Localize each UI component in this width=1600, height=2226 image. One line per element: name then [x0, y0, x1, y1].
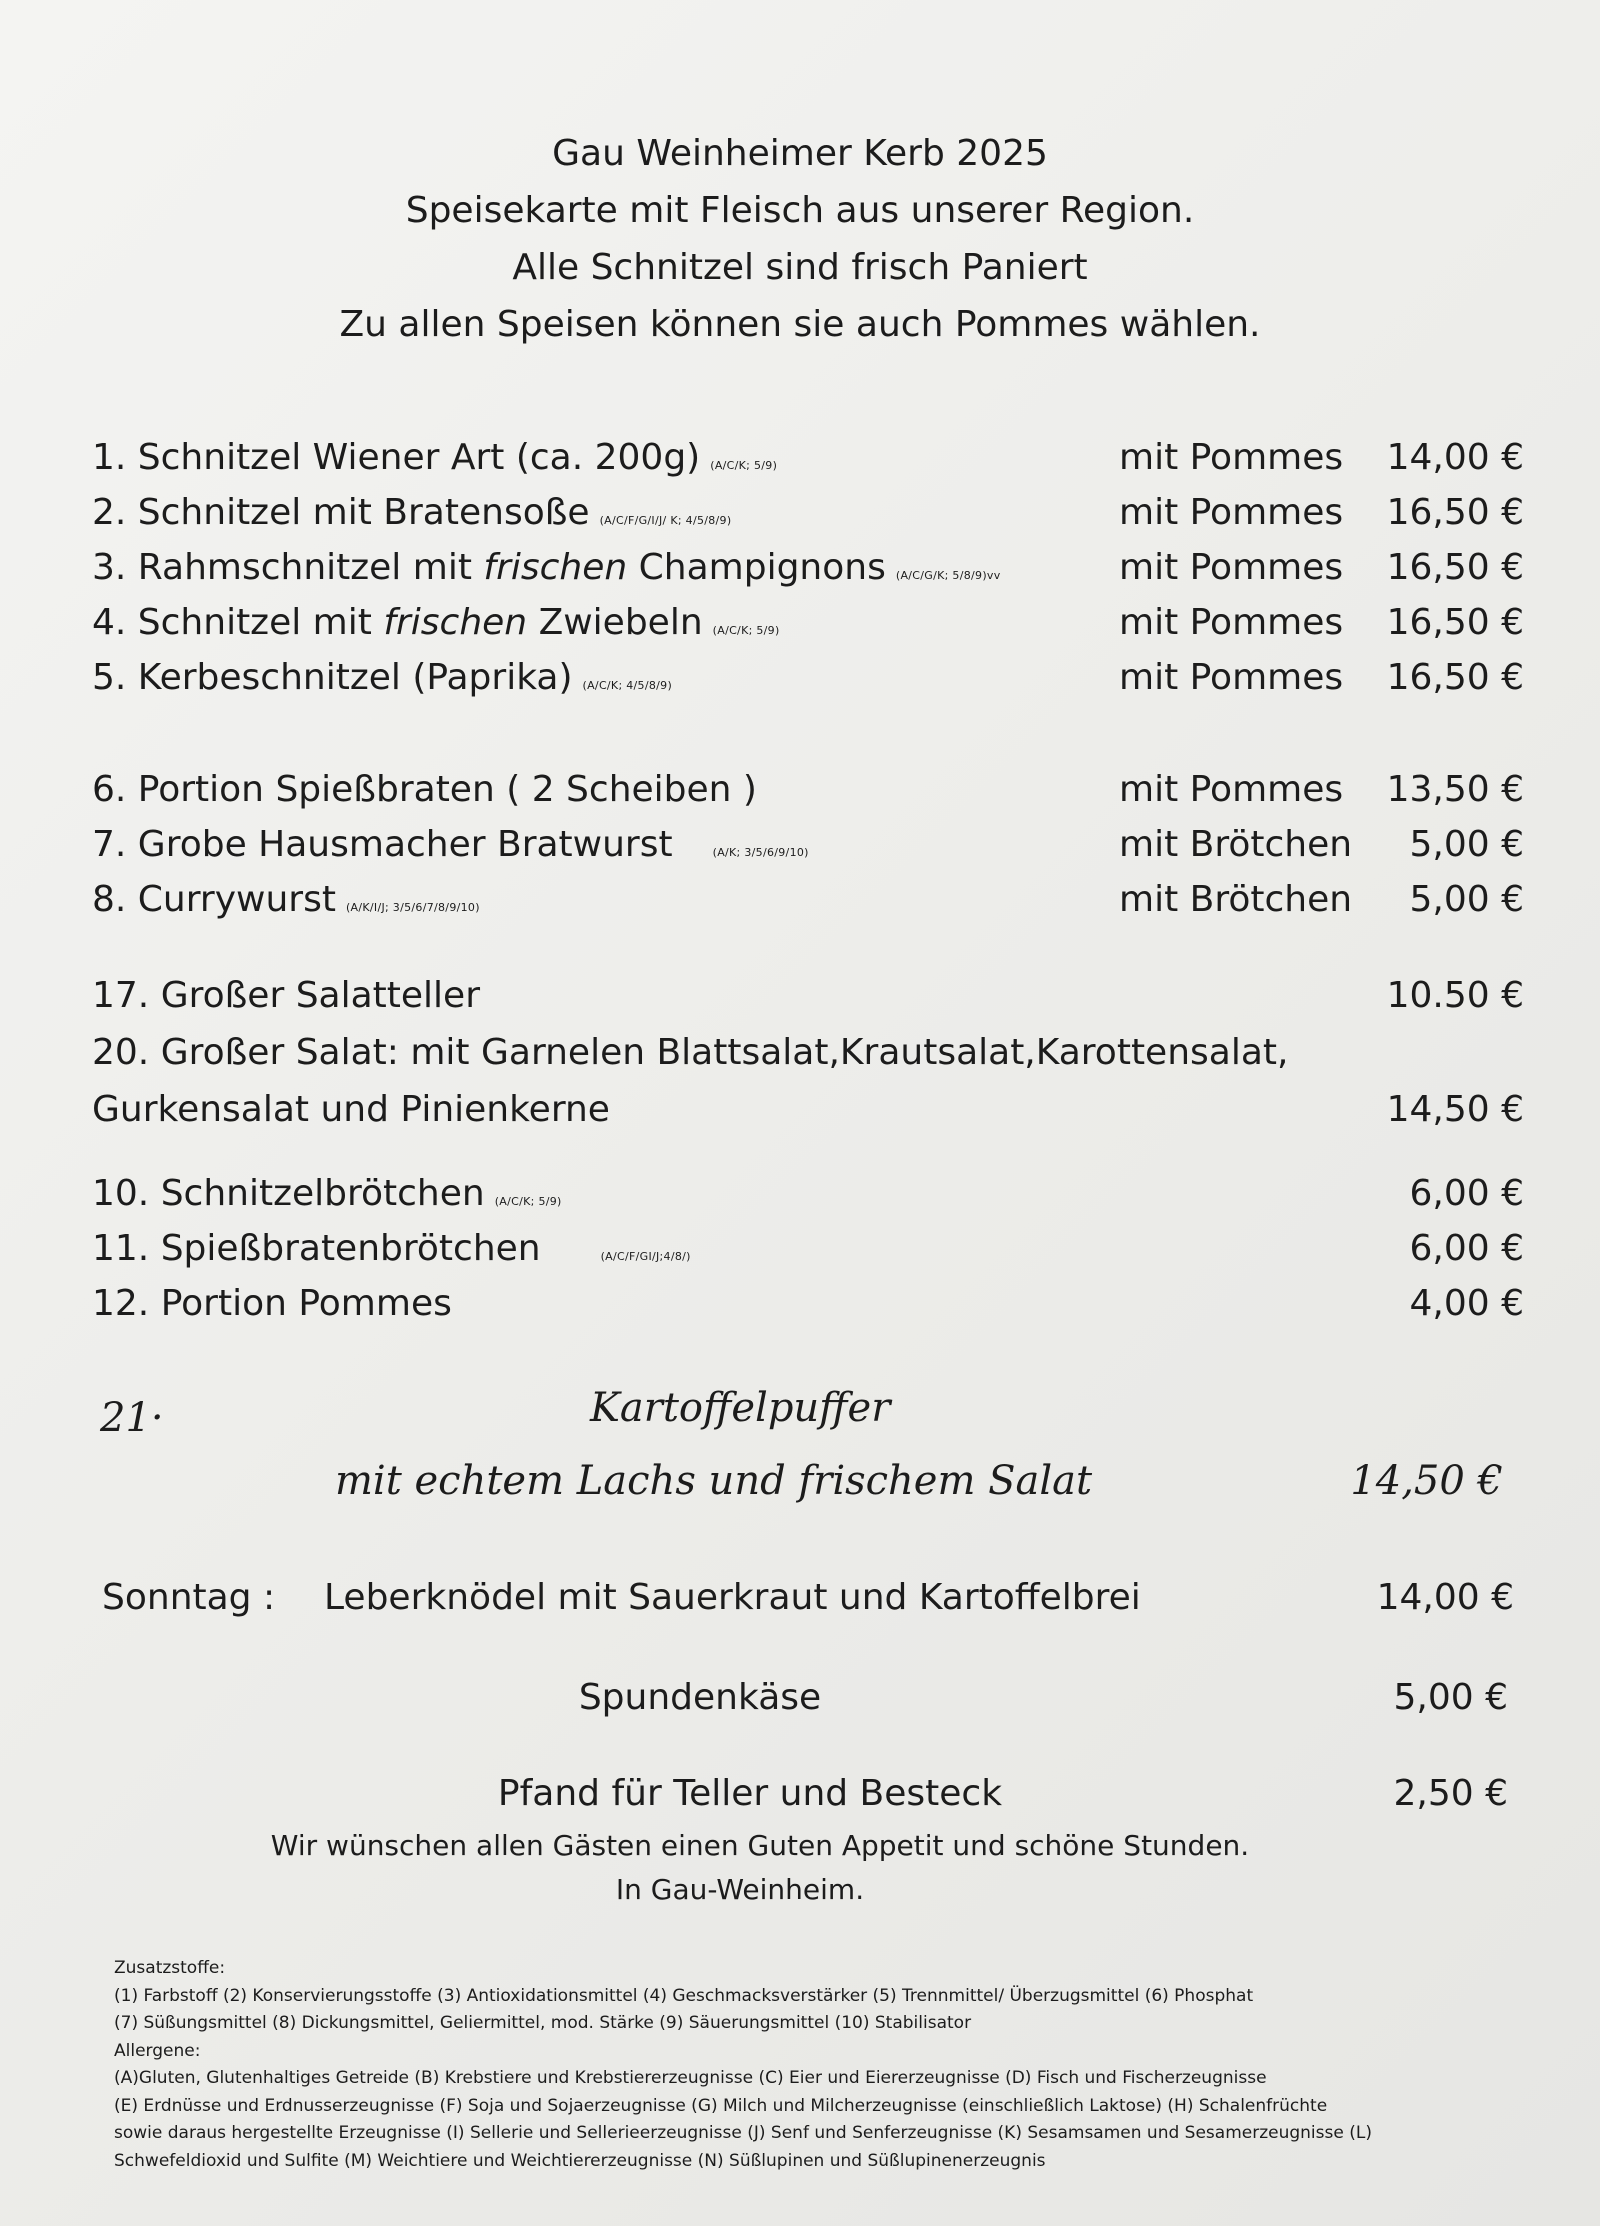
item-name-start: 3. Rahmschnitzel mit [92, 547, 484, 588]
special-number: 21· [100, 1395, 164, 1441]
menu-item [92, 485, 1524, 541]
item-name: 5. Kerbeschnitzel (Paprika) [92, 657, 573, 698]
item-side: mit Pommes [1119, 437, 1344, 478]
item-allergens: (A/C/F/G/I/J/ K; 4/5/8/9) [599, 514, 732, 527]
item-name-end: Champignons [627, 547, 886, 588]
item-name-emphasis: frischen [483, 547, 628, 588]
allergens-line: sowie daraus hergestellte Erzeugnisse (I) Sellerie und Sellerieerzeugnisse (J) Senf und Senferzeugnisse (K) Sesamsamen und Sesamerzeugnisse (L) [114, 2123, 1372, 2143]
item-price: 5,00 € [1409, 824, 1524, 865]
item-name: 11. Spießbratenbrötchen [92, 1228, 541, 1269]
menu-item [92, 430, 1524, 486]
spundenkaese-price: 5,00 € [1393, 1677, 1508, 1718]
menu-item [92, 1276, 1524, 1332]
item-side: mit Pommes [1119, 547, 1344, 588]
item-name-start: 4. Schnitzel mit [92, 602, 384, 643]
pfand-item [92, 1766, 1524, 1822]
item-side: mit Brötchen [1119, 824, 1353, 865]
sunday-item [102, 1570, 1514, 1626]
special-title: Kartoffelpuffer [590, 1385, 891, 1431]
item-allergens: (A/K; 3/5/6/9/10) [712, 846, 809, 859]
spundenkaese-name: Spundenkäse [578, 1677, 822, 1718]
pfand-name: Pfand für Teller und Besteck [497, 1773, 1003, 1814]
item-side: mit Pommes [1119, 657, 1344, 698]
item-price: 10.50 € [1386, 975, 1524, 1016]
item-price: 16,50 € [1386, 657, 1524, 698]
item-name: 10. Schnitzelbrötchen [92, 1173, 485, 1214]
item-name: 1. Schnitzel Wiener Art (ca. 200g) [92, 437, 701, 478]
special-price: 14,50 € [1350, 1458, 1503, 1504]
sunday-dish: Leberknödel mit Sauerkraut und Kartoffelbrei [324, 1577, 1141, 1618]
menu-item [92, 968, 1524, 1024]
sunday-label: Sonntag : [102, 1577, 276, 1618]
item-name: 2. Schnitzel mit Bratensoße [92, 492, 590, 533]
item-allergens: (A/C/K; 5/9) [710, 459, 778, 472]
item-price: 13,50 € [1386, 769, 1524, 810]
item-name: 12. Portion Pommes [92, 1283, 452, 1324]
allergens-line: (A)Gluten, Glutenhaltiges Getreide (B) Krebstiere und Krebstiererzeugnisse (C) Eier und Eiererzeugnisse (D) Fisch und Fischerzeugnisse [114, 2068, 1267, 2088]
item-price: 6,00 € [1409, 1173, 1524, 1214]
menu-item [92, 872, 1524, 928]
item-allergens: (A/C/F/GI/J;4/8/) [600, 1250, 691, 1263]
item-side: mit Pommes [1119, 769, 1344, 810]
item-name-emphasis: frischen [383, 602, 528, 643]
spundenkaese-item [92, 1670, 1524, 1726]
menu-item [92, 1025, 1524, 1081]
item-name: 8. Currywurst [92, 879, 336, 920]
menu-header [0, 125, 1600, 353]
item-allergens: (A/C/G/K; 5/8/9)vv [895, 569, 1001, 582]
additives-line: (1) Farbstoff (2) Konservierungsstoffe (3) Antioxidationsmittel (4) Geschmacksverstärker (5) Trennmittel/ Überzugsmittel (6) Phosphat [114, 1985, 1254, 2006]
menu-item [92, 1166, 1524, 1222]
item-allergens: (A/C/K; 5/9) [494, 1195, 562, 1208]
item-price: 6,00 € [1409, 1228, 1524, 1269]
header-note-fries: Zu allen Speisen können sie auch Pommes wählen. [339, 304, 1261, 345]
sunday-price: 14,00 € [1376, 1577, 1514, 1618]
allergens-line: (E) Erdnüsse und Erdnusserzeugnisse (F) Soja und Sojaerzeugnisse (G) Milch und Milcherzeugnisse (einschließlich Laktose) (H) Schalenfrüchte [114, 2095, 1328, 2116]
menu-item [92, 817, 1524, 873]
menu-item [92, 650, 1524, 706]
item-price: 14,50 € [1386, 1089, 1524, 1130]
closing-wishes: Wir wünschen allen Gästen einen Guten Appetit und schöne Stunden. [270, 1829, 1250, 1862]
allergens-title: Allergene: [114, 2040, 201, 2061]
item-price: 16,50 € [1386, 547, 1524, 588]
item-name: 7. Grobe Hausmacher Bratwurst [92, 824, 673, 865]
header-subtitle: Speisekarte mit Fleisch aus unserer Region. [405, 190, 1195, 231]
event-title: Gau Weinheimer Kerb 2025 [552, 133, 1048, 174]
item-allergens: (A/K/I/J; 3/5/6/7/8/9/10) [345, 901, 480, 914]
item-price: 5,00 € [1409, 879, 1524, 920]
menu-item [92, 762, 1524, 818]
item-allergens: (A/C/K; 5/9) [712, 624, 780, 637]
item-allergens: (A/C/K; 4/5/8/9) [582, 679, 673, 692]
menu-item-continued [92, 1082, 1524, 1138]
item-price: 14,00 € [1386, 437, 1524, 478]
item-name: 20. Großer Salat: mit Garnelen Blattsalat,Krautsalat,Karottensalat, [92, 1032, 1289, 1073]
menu-item [92, 595, 1524, 651]
item-price: 16,50 € [1386, 602, 1524, 643]
item-name: 17. Großer Salatteller [92, 975, 481, 1016]
item-name: 6. Portion Spießbraten ( 2 Scheiben ) [92, 769, 757, 810]
item-price: 4,00 € [1409, 1283, 1524, 1324]
item-side: mit Brötchen [1119, 879, 1353, 920]
item-name-end: Zwiebeln [527, 602, 703, 643]
pfand-price: 2,50 € [1393, 1773, 1508, 1814]
item-name: Gurkensalat und Pinienkerne [92, 1089, 610, 1130]
additives-line: (7) Süßungsmittel (8) Dickungsmittel, Geliermittel, mod. Stärke (9) Säuerungsmittel (10) Stabilisator [114, 2013, 972, 2033]
footnotes [114, 1955, 1534, 2175]
item-price: 16,50 € [1386, 492, 1524, 533]
closing-place: In Gau-Weinheim. [615, 1873, 865, 1906]
additives-title: Zusatzstoffe: [114, 1958, 226, 1978]
menu-item [92, 1221, 1524, 1277]
item-side: mit Pommes [1119, 492, 1344, 533]
item-side: mit Pommes [1119, 602, 1344, 643]
header-note-breaded: Alle Schnitzel sind frisch Paniert [512, 247, 1088, 288]
special-subtitle: mit echtem Lachs und frischem Salat [335, 1458, 1093, 1504]
menu-item [92, 540, 1524, 596]
allergens-line: Schwefeldioxid und Sulfite (M) Weichtiere und Weichtiererzeugnisse (N) Süßlupinen und Süßlupinenerzeugnis [114, 2150, 1046, 2171]
